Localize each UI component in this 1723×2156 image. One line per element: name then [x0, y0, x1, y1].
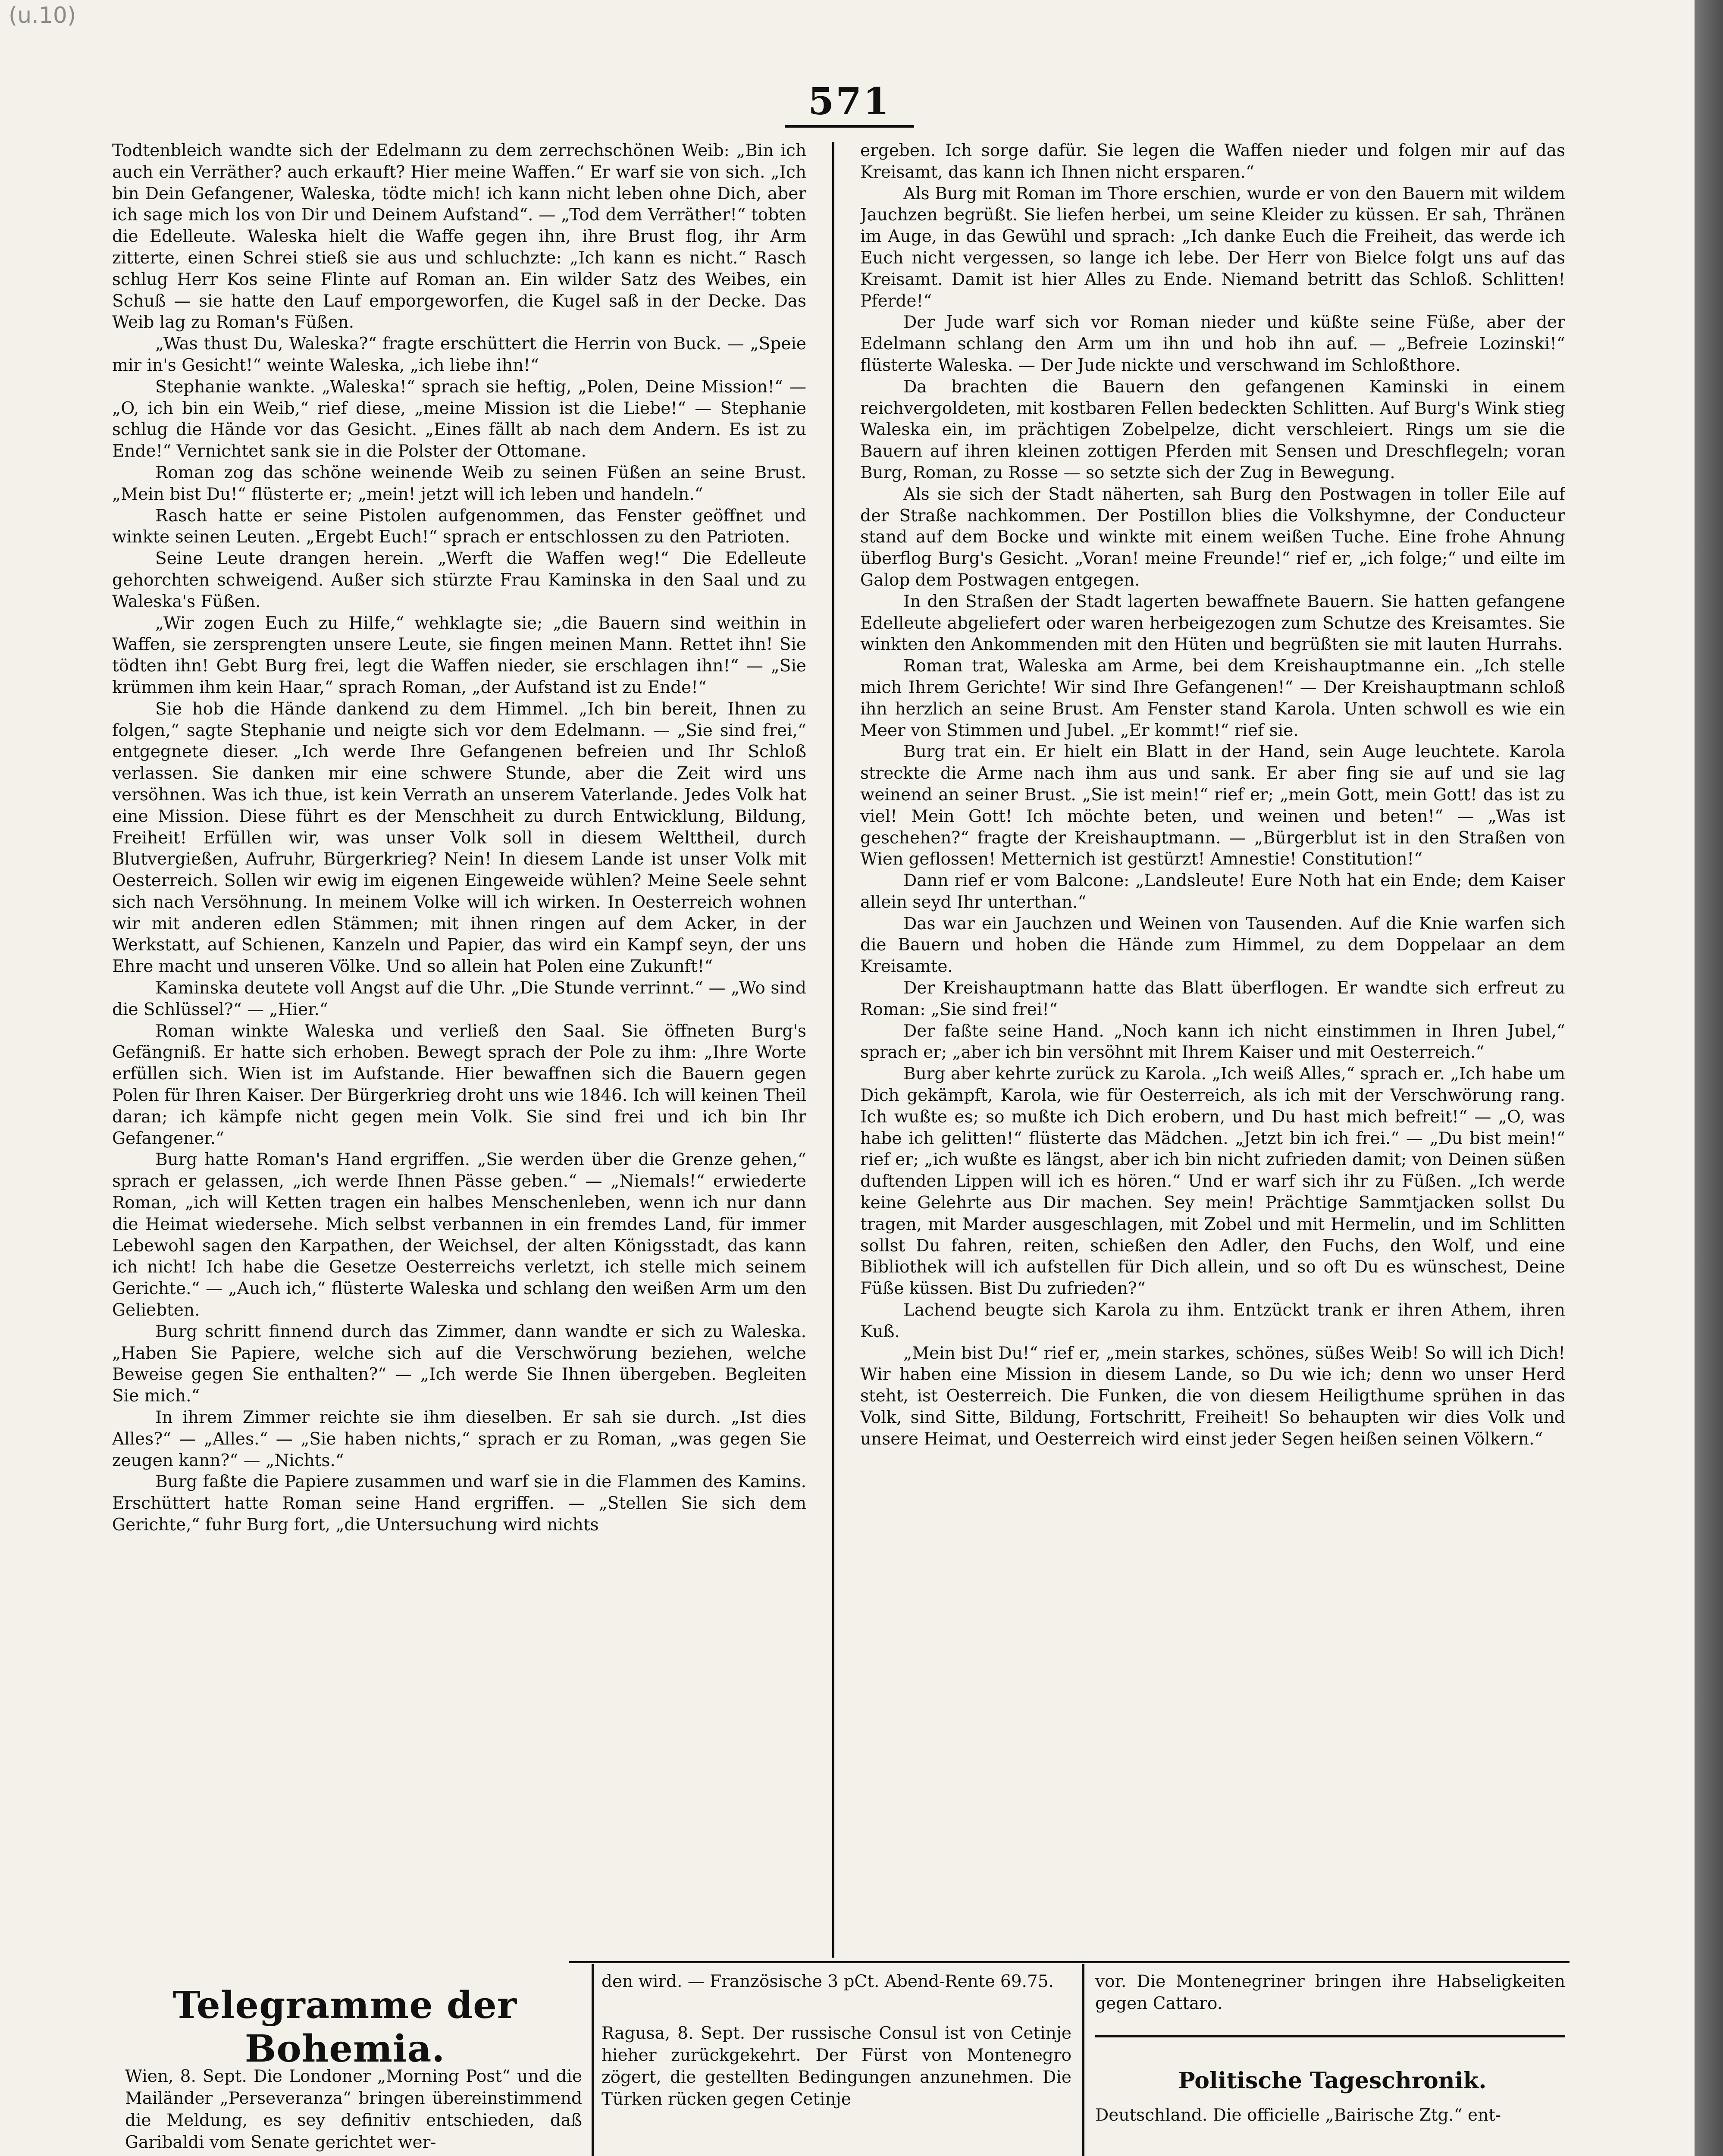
paragraph: Als Burg mit Roman im Thore erschien, wurde er von den Bauern mit wildem Jauchzen begrüßt. Sie liefen herbei, um seine Kleider zu küssen. Er sah, Thränen im Auge, in das Gewühl und sprach: „Ich danke Euch die Freiheit, das werde ich Euch nicht vergessen, so lange ich lebe. Der Herr von Bielce folgt uns auf das Kreisamt. Damit ist hier Alles zu Ende. Niemand betritt das Schloß. Schlitten! Pferde!“: [860, 184, 1565, 311]
column-divider: [1082, 1964, 1084, 2156]
page-edge-shadow: [1695, 0, 1723, 2156]
paragraph: In den Straßen der Stadt lagerten bewaffnete Bauern. Sie hatten gefangene Edelleute abgeliefert oder waren herbeigezogen zum Schutze des Kreisamtes. Sie winkten den Ankommenden mit den Hüten und begrüßten sie mit lauten Hurrahs.: [860, 592, 1565, 655]
paragraph: Lachend beugte sich Karola zu ihm. Entzückt trank er ihren Athem, ihren Kuß.: [860, 1300, 1565, 1341]
paragraph: Als sie sich der Stadt näherten, sah Burg den Postwagen in toller Eile auf der Straße nachkommen. Der Postillon blies die Volkshymne, der Conducteur stand auf dem Bocke und winkte mit einem weißen Tuche. Eine frohe Ahnung überflog Burg's Gesicht. „Voran! meine Freunde!“ rief er, „ich folge;“ und eilte im Galop dem Postwagen entgegen.: [860, 484, 1565, 590]
paragraph: „Mein bist Du!“ rief er, „mein starkes, schönes, süßes Weib! So will ich Dich! Wir haben eine Mission in diesem Lande, so Du wie ich; denn wo unser Herd steht, ist Oesterreich. Die Funken, die von diesem Heiligthume sprühen in das Volk, sind Sitte, Bildung, Fortschritt, Freiheit! So behaupten wir dies Volk und unsere Heimat, und Oesterreich wird einst jeder Segen heißen seinen Völkern.“: [860, 1343, 1565, 1449]
paragraph: Burg trat ein. Er hielt ein Blatt in der Hand, sein Auge leuchtete. Karola streckte die Arme nach ihm aus und sank. Er aber fing sie auf und sie lag weinend an seiner Brust. „Sie ist mein!“ rief er; „mein Gott, mein Gott! das ist zu viel! Mein Gott! Ich möchte beten, und weinen und beten!“ — „Was ist geschehen?“ fragte der Kreishauptmann. — „Bürgerblut ist in den Straßen von Wien geflossen! Metternich ist gestürzt! Amnestie! Constitution!“: [860, 742, 1565, 869]
paragraph: ergeben. Ich sorge dafür. Sie legen die Waffen nieder und folgen mir auf das Kreisamt, das kann ich Ihnen nicht ersparen.“: [860, 141, 1565, 182]
paragraph: Der Jude warf sich vor Roman nieder und küßte seine Füße, aber der Edelmann schlang den Arm um ihn und hob ihn auf. — „Befreie Lozinski!“ flüsterte Waleska. — Der Jude nickte und verschwand im Schloßthore.: [860, 313, 1565, 375]
paragraph: Sie hob die Hände dankend zu dem Himmel. „Ich bin bereit, Ihnen zu folgen,“ sagte Stephanie und neigte sich vor dem Edelmann. — „Sie sind frei,“ entgegnete dieser. „Ich werde Ihre Gefangenen befreien und Ihr Schloß verlassen. Sie danken mir eine schwere Stunde, aber die Zeit wird uns versöhnen. Was ich thue, ist kein Verrath an unserem Vaterlande. Jedes Volk hat eine Mission. Diese führt es der Menschheit zu durch Entwicklung, Bildung, Freiheit! Erfüllen wir, was unser Volk soll in diesem Welttheil, durch Blutvergießen, Aufruhr, Bürgerkrieg? Nein! In diesem Lande ist unser Volk mit Oesterreich. Sollen wir ewig im eigenen Eingeweide wühlen? Meine Seele sehnt sich nach Versöhnung. In meinem Volke will ich wirken. In Oesterreich wohnen wir mit anderen edlen Stämmen; mit ihnen ringen auf dem Acker, in der Werkstatt, auf Schienen, Kanzeln und Papier, das wird ein Kampf seyn, der uns Ehre macht und unseren Völke. Und so allein hat Polen eine Zukunft!“: [112, 699, 806, 977]
paragraph: Kaminska deutete voll Angst auf die Uhr. „Die Stunde verrinnt.“ — „Wo sind die Schlüssel?“ — „Hier.“: [112, 978, 806, 1019]
section-divider: [1095, 2035, 1565, 2037]
paragraph: Roman zog das schöne weinende Weib zu seinen Füßen an seine Brust. „Mein bist Du!“ flüsterte er; „mein! jetzt will ich leben und handeln.“: [112, 463, 806, 504]
paragraph: Todtenbleich wandte sich der Edelmann zu dem zerrechschönen Weib: „Bin ich auch ein Verräther? auch erkauft? Hier meine Waffen.“ Er warf sie von sich. „Ich bin Dein Gefangener, Waleska, tödte mich! ich kann nicht leben ohne Dich, aber ich sage mich los von Dir und Deinem Aufstand“. — „Tod dem Verräther!“ tobten die Edelleute. Waleska hielt die Waffe gegen ihn, ihre Brust flog, ihr Arm zitterte, einen Schrei stieß sie aus und schluchzte: „Ich kann es nicht.“ Rasch schlug Herr Kos seine Flinte auf Roman an. Ein wilder Satz des Weibes, ein Schuß — sie hatte den Lauf emporgeworfen, die Kugel saß in der Decke. Das Weib lag zu Roman's Füßen.: [112, 141, 806, 332]
telegram-column-1: Wien, 8. Sept. Die Londoner „Morning Post“ und die Mailänder „Perseveranza“ bringen übereinstimmend die Meldung, es sey definitiv entschieden, daß Garibaldi vom Senate gerichtet wer-: [125, 2067, 582, 2152]
paragraph: Der faßte seine Hand. „Noch kann ich nicht einstimmen in Ihren Jubel,“ sprach er; „aber ich bin versöhnt mit Ihrem Kaiser und mit Oesterreich.“: [860, 1021, 1565, 1062]
paragraph: Burg faßte die Papiere zusammen und warf sie in die Flammen des Kamins. Erschüttert hatte Roman seine Hand ergriffen. — „Stellen Sie sich dem Gerichte,“ fuhr Burg fort, „die Untersuchung wird nichts: [112, 1472, 806, 1535]
paragraph: In ihrem Zimmer reichte sie ihm dieselben. Er sah sie durch. „Ist dies Alles?“ — „Alles.“ — „Sie haben nichts,“ sprach er zu Roman, „was gegen Sie zeugen kann?“ — „Nichts.“: [112, 1408, 806, 1470]
column-divider: [592, 1964, 594, 2156]
politics-heading: Politische Tageschronik.: [1178, 2068, 1487, 2094]
right-column: [860, 140, 1565, 1908]
paragraph: „Wir zogen Euch zu Hilfe,“ wehklagte sie; „die Bauern sind weithin in Waffen, sie zersprengten unsere Leute, sie fingen meinen Mann. Rettet ihn! Sie tödten ihn! Gebt Burg frei, legt die Waffen nieder, sie erschlagen ihn!“ — „Sie krümmen ihm kein Haar,“ sprach Roman, „der Aufstand ist zu Ende!“: [112, 613, 806, 697]
paragraph: „Was thust Du, Waleska?“ fragte erschüttert die Herrin von Buck. — „Speie mir in's Gesicht!“ weinte Waleska, „ich liebe ihn!“: [112, 334, 806, 375]
paragraph: Burg aber kehrte zurück zu Karola. „Ich weiß Alles,“ sprach er. „Ich habe um Dich gekämpft, Karola, wie für Oesterreich, als ich mit der Verschwörung rang. Ich wußte es; so mußte ich Dich erobern, und Du hast mich befreit!“ — „O, was habe ich gelitten!“ flüsterte das Mädchen. „Jetzt bin ich frei.“ — „Du bist mein!“ rief er; „ich wußte es längst, aber ich bin nicht zufrieden damit; von Deinen süßen duftenden Lippen will ich es hören.“ Und er warf sich ihr zu Füßen. „Ich werde keine Gelehrte aus Dir machen. Sey mein! Prächtige Sammtjacken sollst Du tragen, mit Marder ausgeschlagen, mit Zobel und mit Hermelin, und im Schlitten sollst Du fahren, reiten, schießen den Adler, den Fuchs, den Wolf, und eine Bibliothek will ich aufstellen für Dich allein, und so oft Du es wünschest, Deine Füße küssen. Bist Du zufrieden?“: [860, 1064, 1565, 1299]
paragraph: Roman winkte Waleska und verließ den Saal. Sie öffneten Burg's Gefängniß. Er hatte sich erhoben. Bewegt sprach der Pole zu ihm: „Ihre Worte erfüllen sich. Wien ist im Aufstande. Hier bewaffnen sich die Bauern gegen Polen für Ihren Kaiser. Der Bürgerkrieg droht uns wie 1846. Ich will keinen Theil daran; ich kämpfe nicht gegen mein Volk. Sie sind frei und ich bin Ihr Gefangener.“: [112, 1021, 806, 1148]
telegram-column-3: vor. Die Montenegriner bringen ihre Habseligkeiten gegen Cattaro.: [1095, 1972, 1565, 2013]
paragraph: Der Kreishauptmann hatte das Blatt überflogen. Er wandte sich erfreut zu Roman: „Sie sind frei!“: [860, 978, 1565, 1019]
telegram-column-2b: Ragusa, 8. Sept. Der russische Consul ist von Cetinje hieher zurückgekehrt. Der Fürst von Montenegro zögert, die gestellten Bedingungen anzunehmen. Die Türken rücken gegen Cetinje: [601, 2024, 1071, 2109]
telegram-heading: Telegramme der Bohemia.: [172, 1984, 517, 2071]
column-divider: [832, 142, 834, 1958]
section-divider: [569, 1961, 1569, 1963]
paragraph: Burg hatte Roman's Hand ergriffen. „Sie werden über die Grenze gehen,“ sprach er gelassen, „ich werde Ihnen Pässe geben.“ — „Niemals!“ erwiederte Roman, „ich will Ketten tragen ein halbes Menschenleben, wenn ich nur dann die Heimat wiedersehe. Mich selbst verbannen in ein fremdes Land, für immer Lebewohl sagen den Karpathen, der Weichsel, der alten Königsstadt, das kann ich nicht! Ich habe die Gesetze Oesterreichs verletzt, ich stelle mich seinem Gerichte.“ — „Auch ich,“ flüsterte Waleska und schlang den weißen Arm um den Geliebten.: [112, 1150, 806, 1320]
page-number: 571: [808, 80, 891, 123]
paragraph: Dann rief er vom Balcone: „Landsleute! Eure Noth hat ein Ende; dem Kaiser allein seyd Ihr unterthan.“: [860, 871, 1565, 912]
paragraph: Seine Leute drangen herein. „Werft die Waffen weg!“ Die Edelleute gehorchten schweigend. Außer sich stürzte Frau Kaminska in den Saal und zu Waleska's Füßen.: [112, 549, 806, 611]
politics-column: Deutschland. Die officielle „Bairische Ztg.“ ent-: [1095, 2106, 1501, 2125]
paragraph: Das war ein Jauchzen und Weinen von Tausenden. Auf die Knie warfen sich die Bauern und hoben die Hände zum Himmel, zu dem Doppelaar an dem Kreisamte.: [860, 914, 1565, 977]
telegram-column-2a: den wird. — Französische 3 pCt. Abend-Rente 69.75.: [601, 1972, 1054, 1991]
paragraph: Rasch hatte er seine Pistolen aufgenommen, das Fenster geöffnet und winkte seinen Leuten. „Ergebt Euch!“ sprach er entschlossen zu den Patrioten.: [112, 506, 806, 547]
margin-note: (u.10): [9, 3, 76, 28]
paragraph: Roman trat, Waleska am Arme, bei dem Kreishauptmanne ein. „Ich stelle mich Ihrem Gerichte! Wir sind Ihre Gefangenen!“ — Der Kreishauptmann schloß ihn herzlich an seine Brust. Am Fenster stand Karola. Unten schwoll es wie ein Meer von Stimmen und Jubel. „Er kommt!“ rief sie.: [860, 656, 1565, 740]
paragraph: Burg schritt finnend durch das Zimmer, dann wandte er sich zu Waleska. „Haben Sie Papiere, welche sich auf die Verschwörung beziehen, welche Beweise gegen Sie enthalten?“ — „Ich werde Sie Ihnen übergeben. Begleiten Sie mich.“: [112, 1322, 806, 1406]
paragraph: Da brachten die Bauern den gefangenen Kaminski in einem reichvergoldeten, mit kostbaren Fellen bedeckten Schlitten. Auf Burg's Wink stieg Waleska ein, im prächtigen Zobelpelze, dicht verschleiert. Rings um sie die Bauern auf ihren kleinen zottigen Pferden mit Sensen und Dreschflegeln; voran Burg, Roman, zu Rosse — so setzte sich der Zug in Bewegung.: [860, 377, 1565, 483]
paragraph: Stephanie wankte. „Waleska!“ sprach sie heftig, „Polen, Deine Mission!“ — „O, ich bin ein Weib,“ rief diese, „meine Mission ist die Liebe!“ — Stephanie schlug die Hände vor das Gesicht. „Eines fällt ab nach dem Andern. Es ist zu Ende!“ Vernichtet sank sie in die Polster der Ottomane.: [112, 377, 806, 461]
left-column: [112, 140, 806, 1943]
page-number-underline: [785, 125, 914, 128]
